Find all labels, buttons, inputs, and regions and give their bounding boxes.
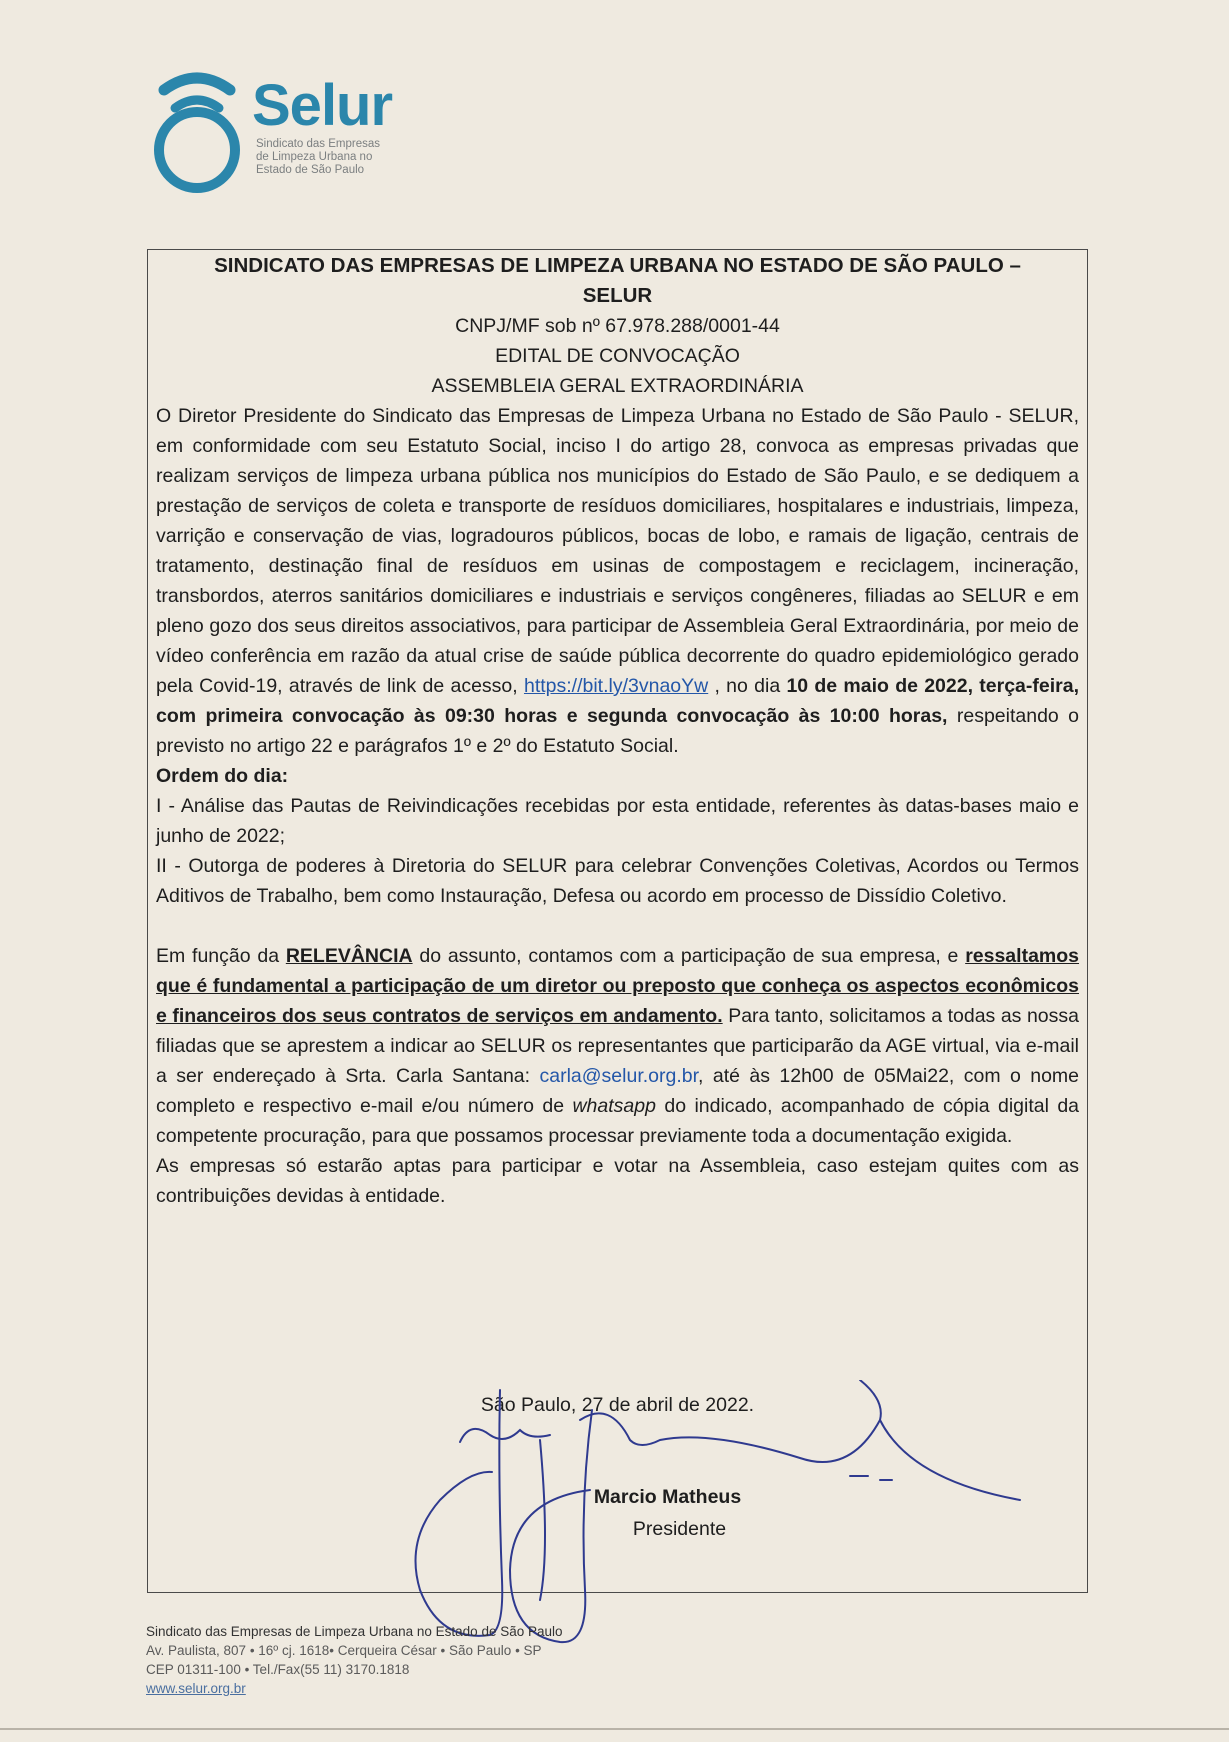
meeting-link[interactable]: https://bit.ly/3vnaoYw: [523, 675, 709, 697]
document-body: [156, 251, 1079, 1211]
logo-wordmark: Selur: [252, 73, 393, 138]
footer: [146, 1622, 563, 1698]
header-title-line1: SINDICATO DAS EMPRESAS DE LIMPEZA URBANA NO ESTADO DE SÃO PAULO –: [214, 254, 1021, 277]
header-title-line2: SELUR: [582, 284, 653, 307]
footer-website-link[interactable]: www.selur.org.br: [146, 1681, 246, 1696]
emphasis-text: ressaltamos que é fundamental a participação de um diretor ou preposto que conheça os aspectos econômicos e financeiros dos seus contratos de serviços em andamento.: [156, 945, 1080, 1027]
page-edge: [0, 1728, 1229, 1730]
assembleia-title: ASSEMBLEIA GERAL EXTRAORDINÁRIA: [431, 375, 804, 397]
edital-title: EDITAL DE CONVOCAÇÃO: [495, 345, 740, 367]
signer-name: Marcio Matheus: [593, 1486, 742, 1508]
footer-cep: CEP 01311-100 • Tel./Fax(55 11) 3170.1818: [146, 1662, 410, 1677]
selur-logo-icon: [142, 68, 252, 194]
relevance-paragraph: Em função da RELEVÂNCIA do assunto, contamos com a participação de sua empresa, e ressaltamos que é fundamental a participação de um diretor ou preposto que conheça os aspectos econômicos e financeiros dos seus contratos de serviços em andamento. Para tanto, solicitamos a todas as nossa filiadas que se aprestem a indicar ao SELUR os representantes que participarão da AGE virtual, via e-mail a ser endereçado à Srta. Carla Santana: carla@selur.org.br, até às 12h00 de 05Mai22, com o nome completo e respectivo e-mail e/ou número de whatsapp do indicado, acompanhado de cópia digital da competente procuração, para que possamos processar previamente toda a documentação exigida.: [156, 945, 1080, 1147]
selur-logo: [142, 68, 422, 198]
footer-org: Sindicato das Empresas de Limpeza Urbana no Estado de São Paulo: [146, 1624, 563, 1639]
date-line: São Paulo, 27 de abril de 2022.: [480, 1394, 755, 1416]
agenda-item-2: II - Outorga de poderes à Diretoria do SELUR para celebrar Convenções Coletivas, Acordos ou Termos Aditivos de Trabalho, bem como Instauração, Defesa ou acordo em processo de Dissídio Coletivo.: [156, 855, 1079, 907]
footer-address: Av. Paulista, 807 • 16º cj. 1618• Cerqueira César • São Paulo • SP: [146, 1643, 542, 1658]
relevancia-word: RELEVÂNCIA: [285, 945, 413, 967]
email-link[interactable]: carla@selur.org.br: [539, 1065, 699, 1087]
eligibility-paragraph: As empresas só estarão aptas para participar e votar na Assembleia, caso estejam quites com as contribuições devidas à entidade.: [156, 1155, 1079, 1207]
agenda-item-1: I - Análise das Pautas de Reivindicações recebidas por esta entidade, referentes às datas-bases maio e junho de 2022;: [156, 795, 1079, 847]
ordem-title: Ordem do dia:: [156, 765, 289, 787]
meeting-date: 10 de maio de 2022, terça-feira, com primeira convocação às 09:30 horas e segunda convocação às 10:00 horas,: [156, 675, 1079, 727]
cnpj-line: CNPJ/MF sob nº 67.978.288/0001-44: [455, 315, 780, 337]
logo-subtitle: Sindicato das Empresas de Limpeza Urbana no Estado de São Paulo: [256, 138, 381, 176]
signer-title: Presidente: [632, 1518, 727, 1540]
convocation-paragraph: O Diretor Presidente do Sindicato das Empresas de Limpeza Urbana no Estado de São Paulo - SELUR, em conformidade com seu Estatuto Social, inciso I do artigo 28, convoca as empresas privadas que realizam serviços de limpeza urbana pública nos municípios do Estado de São Paulo, e se dediquem a prestação de serviços de coleta e transporte de resíduos domiciliares, hospitalares e industriais, limpeza, varrição e conservação de vias, logradouros públicos, bocas de lobo, e ramais de ligação, centrais de tratamento, destinação final de resíduos em usinas de compostagem e reciclagem, incineração, transbordos, aterros sanitários domiciliares e industriais e serviços congêneres, filiadas ao SELUR e em pleno gozo dos seus direitos associativos, para participar de Assembleia Geral Extraordinária, por meio de vídeo conferência em razão da atual crise de saúde pública decorrente do quadro epidemiológico gerado pela Covid-19, através de link de acesso, https://bit.ly/3vnaoYw , no dia 10 de maio de 2022, terça-feira, com primeira convocação às 09:30 horas e segunda convocação às 10:00 horas, respeitando o previsto no artigo 22 e parágrafos 1º e 2º do Estatuto Social.: [156, 405, 1079, 757]
